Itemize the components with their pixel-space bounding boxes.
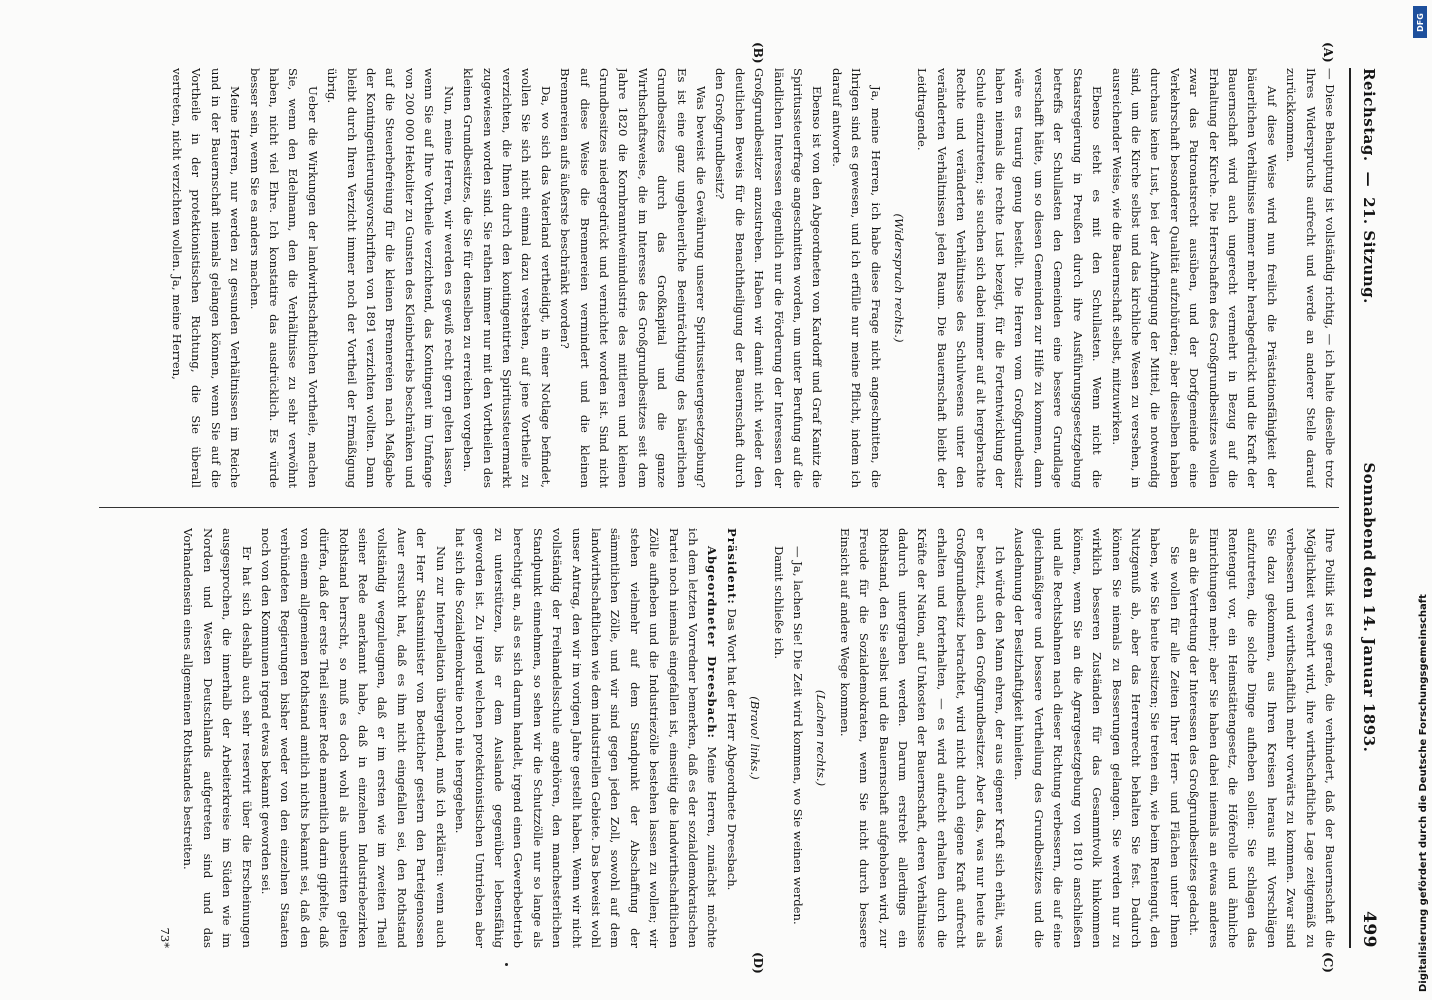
paragraph: — Diese Behauptung ist vollständig richtig, — ich halte dieselbe trotz Ihres Widerspruchs aufrecht und werde an anderer Stelle darauf zurückkommen. (1284, 68, 1337, 488)
interjection: (Widerspruch rechts.) (892, 213, 907, 343)
paragraph: Was beweist die Gewährung unserer Spiritussteuergesetzgebung? Es ist eine ganz ungeheuerliche Beeinträchtigung des bäuerlichen Grundbesitzes durch das Großkapital und die ganze Wirthschaftsweise, die im Interesse des Großgrundbesitzes seit dem Jahre 1820 die Kornbranntweinindustrie des mittleren und kleinen Grundbesitzes niedergedrückt und vernichtet worden ist. Sind nicht auf diese Weise die Brennereien vermindert und die kleinen Brennereien aufs äußerste beschränkt worden? (558, 68, 708, 488)
paragraph: Meine Herren, nur werden zu gesunden Verhältnissen im Reiche und in der Bauernschaft niemals gelangen können, wenn Sie auf die Vortheile in der protektionistischen Richtung, die Sie überall vertreten, nicht verzichten wollen. Ja, meine Herren, (170, 68, 243, 488)
digitization-credit: Digitalisierung gefördert durch die Deutsche Forschungsgemeinschaft (1418, 594, 1429, 992)
president-statement (721, 528, 740, 948)
column-divider (99, 507, 1339, 508)
paragraph: Ihre Politik ist es gerade, die verhindert, daß der Bauernschaft die Möglichkeit verwehrt wird, ihre wirthschaftliche Lage zeitgemäß zu verbessern und wirthschaftlich mehr vorwärts zu kommen. Zwar sind Sie dazu gekommen, aus Ihren Kreisen heraus mit Vorschlägen aufzutreten, die solche Dinge aufheben sollen: Sie schlagen das Rentengut vor, ein Heimstättengesetz, die Höferolle und ähnliche Einrichtungen mehr; aber Sie haben dabei niemals an etwas anderes als an die Vertretung der Interessen des Großgrundbesitzes gedacht. (1187, 528, 1337, 948)
paragraph: Er hat sich deshalb auch sehr reservirt über die Erscheinungen ausgesprochen, die innerhalb der Arbeiterkreise im Süden wie im Norden und Westen Deutschlands aufgetreten sind und das Vorhandensein eines allgemeinen Rothstandes bestreiten. (181, 528, 254, 948)
interjection: (Bravo! links.) (748, 696, 763, 780)
speaker-label: Abgeordneter Dreesbach: (705, 546, 720, 739)
page-number: 499 (1359, 910, 1379, 948)
paragraph: Nun, meine Herren, wir werden es gewiß recht gern gelten lassen, wenn Sie auf Ihre Vortheile verzichtend, das Kontingent im Umfange von 200 000 Hektoliter zu Gunsten des Kleinbetriebs beschränken und auf die Steuerbefreiung für die kleinen Brennereien nach Maßgabe der Kontingentierungsvorschriften von 1891 verzichten wollten. Dann bleibt durch Ihren Verzicht immer noch der Vortheil der Ermäßigung übrig. (325, 68, 456, 488)
column-marker-d: (D) (751, 952, 765, 974)
speaker-statement (450, 528, 722, 948)
signature-mark: 73* (158, 927, 173, 948)
paragraph: Sie wollen für alle Zeiten Ihrer Herr- und Flächen unter Ihnen haben, wie Sie heute besitzen; Sie treten ein, wie beim Rentengut, den Nutzgenuß ab, aber das Herrenrecht behalten Sie fest. Dadurch können Sie niemals zu Besserungen gelangen. Sie werden nur zu wirklich besseren Zuständen für das Gesammtvolk hinkommen können, wenn Sie an die Agrargesetzgebung von 1810 anschließen und alle Rechtsbahnen nach dieser Richtung verbessern, die auf eine gleichmäßigere und bessere Vertheilung des Grundbesitzes und die Ausdehnung der Besitzhaftigkeit hinleiten. (1012, 528, 1182, 948)
paragraph: — Ja, lachen Sie! Die Zeit wird kommen, wo Sie weinen werden. (791, 546, 806, 925)
paragraph: Damit schließe ich. (771, 546, 786, 660)
column-marker-b: (B) (751, 42, 765, 64)
scan-speck (505, 963, 508, 966)
dfg-logo: DFG (1413, 6, 1427, 38)
paragraph: Da, wo sich das Vaterland vertheidigt, in einer Notlage befindet, wollen Sie sich nicht einmal dazu verstehen, auf jene Vortheile zu verzichten, die Ihnen durch den kontingentirten Spiritussteuermarkt zugewiesen worden sind. Sie rathen immer nur mit den Vortheilen des kleinen Grundbesitzes, die Sie für denselben zu erreichen vorgeben. (461, 68, 553, 488)
rotated-page-content (65, 38, 1405, 978)
president-label: Präsident: (724, 528, 739, 605)
header-session: 21. Sitzung. (1360, 197, 1378, 304)
left-column (99, 68, 1339, 488)
president-text: Das Wort hat der Herr Abgeordnete Dreesbach. (724, 608, 739, 891)
paragraph: Ja, meine Herren, ich habe diese Frage nicht angeschnitten, die Ihrigen sind es gewesen, und ich erfülle nur meine Pflicht, indem ich darauf antworte. (829, 68, 883, 488)
right-column (99, 528, 1339, 948)
paragraph: Nun zur Interpellation übergehend, muß ich erklären: wenn auch der Herr Staatsminister von Boetticher gestern den Parteigenossen Auer ersucht hat, daß es ihm nicht eingefallen sei, den Rothstand vollständig wegzuleugnen, daß er im ersten wie im zweiten Theil seiner Rede anerkannt habe, daß in einzelnen Industriebezirken Rothstand herrscht, so muß es doch wohl als unbestritten gelten dürfen, daß der erste Theil seiner Rede namentlich darin gipfelte, daß von einem allgemeinen Rothstand amtlich nichts bekannt sei, daß den verbündeten Regierungen bisher weder von den einzelnen Staaten noch von den Kommunen irgend etwas bekannt geworden sei. (259, 528, 448, 948)
paragraph: Ich würde den Mann ehren, der aus eigener Kraft sich erhält, was er besitzt, auch den Großgrundbesitzer. Aber das, was nur heute als Großgrundbesitz betrachtet, wird nicht durch eigene Kraft aufrecht erhalten und forterhalten, — es wird aufrecht erhalten durch die Kräfte der Nation, auf Unkosten der Bauernschaft, deren Verhältnisse dadurch untergraben werden. Darum erstrebt allerdings ein Rothstand, den Sie selbst und die Bauernschaft aufgehoben wird, zur Freude für die Sozialdemokraten, wenn Sie nicht durch bessere Einsicht auf andere Wege kommen. (837, 528, 1008, 948)
header-reichstag: Reichstag. (1360, 68, 1378, 162)
speaker-text: Meine Herren, zunächst möchte ich dem letzten Vorredner bemerken, daß es der sozialdemokratischen Partei noch niemals eingefallen ist, einseitig die landwirthschaftlichen Zölle aufheben und die Industriezölle bestehen lassen zu wollen; wir stehen vielmehr auf dem Standpunkt der Abschaffung der sämmtlichen Zölle, und wir sind gegen jeden Zoll, sowohl auf dem landwirthschaftlichen wie dem industriellen Gebiete. Das beweist wohl unser Antrag, den wir im vorigen Jahre gestellt haben. Wenn wir nicht vollständig der Freihandelsschule angehören, den manchesterlichen Standpunkt einnehmen, so sehen wir die Schutzzölle nur so lange als berechtigt an, als es sich darum handelt, irgend einen Gewerbebetrieb zu unterstützen, bis er dem Auslande gegenüber lebensfähig geworden ist. Zu irgend welchen protektionistischen Umtrieben aber hat sich die Sozialdemokratie noch nie hergegeben. (453, 528, 720, 948)
running-header (1349, 68, 1387, 948)
paragraph: Ueber die Wirkungen der landwirthschaftlichen Vortheile, machen Sie, wenn den Edelmann, den die Verhältnisse zu sehr verwöhnt haben, nicht viel Ehre. Ich konstatire das ausdrücklich. Es würde besser sein, wenn Sie es anders machen. (247, 68, 320, 488)
paragraph: Auf diese Weise wird nun freilich die Prästationsfähigkeit der bäuerlichen Verhältnisse immer mehr herabgedrückt und die Kraft der Bauernschaft wird auch ungerecht vermehrt in Bezug auf die Erhaltung der Kirche. Die Herrschaften des Großgrundbesitzes wollen zwar das Patronatsrecht ausüben, und der Dorfgemeinde eine Verkehrschaft besonderer Qualität aufzubürden; aber dieselben haben durchaus keine Lust, bei der Aufbringung der Mittel, die notwendig sind, um die Kirche selbst und das kirchliche Wesen zu versehen, in ausreichender Weise, wie die Bauernschaft selbst, mitzuwirken. (1109, 68, 1279, 488)
column-marker-a: (A) (1321, 42, 1335, 63)
column-marker-c: (C) (1321, 952, 1335, 973)
paragraph: Ebenso steht es mit den Schullasten. Wenn nicht die Staatsregierung in Preußen durch ihre Ausführungsgesetzgebung betreffs der Schullasten den Gemeinden eine bessere Grundlage verschafft hätte, um so diesen Gemeinden zur Hilfe zu kommen, dann wäre es traurig genug bestellt. Die Herren vom Großgrundbesitz haben niemals die rechte Lust bezeigt, für die Fortentwicklung der Schule einzutreten; sie suchen sich dabei immer auf alt hergebrachte Rechte und veränderten Verhältnisse des Schulwesens unter den veränderten Verhältnissen jeden Raum. Die Bauernschaft bleibt der Leidtragende. (915, 68, 1105, 488)
header-title: Reichstag.—21. Sitzung. (1360, 68, 1378, 304)
header-date: Sonnabend den 14. Januar 1893. (1360, 462, 1378, 753)
interjection: (Lachen rechts.) (814, 689, 829, 787)
paragraph: Ebenso ist von den Abgeordneten von Kardorff und Graf Kanitz die Spiritussteuerfrage angeschnitten worden, um unter Berufung auf die ländlichen Interessen eigentlich nur die Förderung der Interessen der Großgrundbesitzer anzustreben. Haben wir damit nicht wieder den deutlichen Beweis für die Benachtheiligung der Bauernschaft durch den Großgrundbesitz? (713, 68, 825, 488)
